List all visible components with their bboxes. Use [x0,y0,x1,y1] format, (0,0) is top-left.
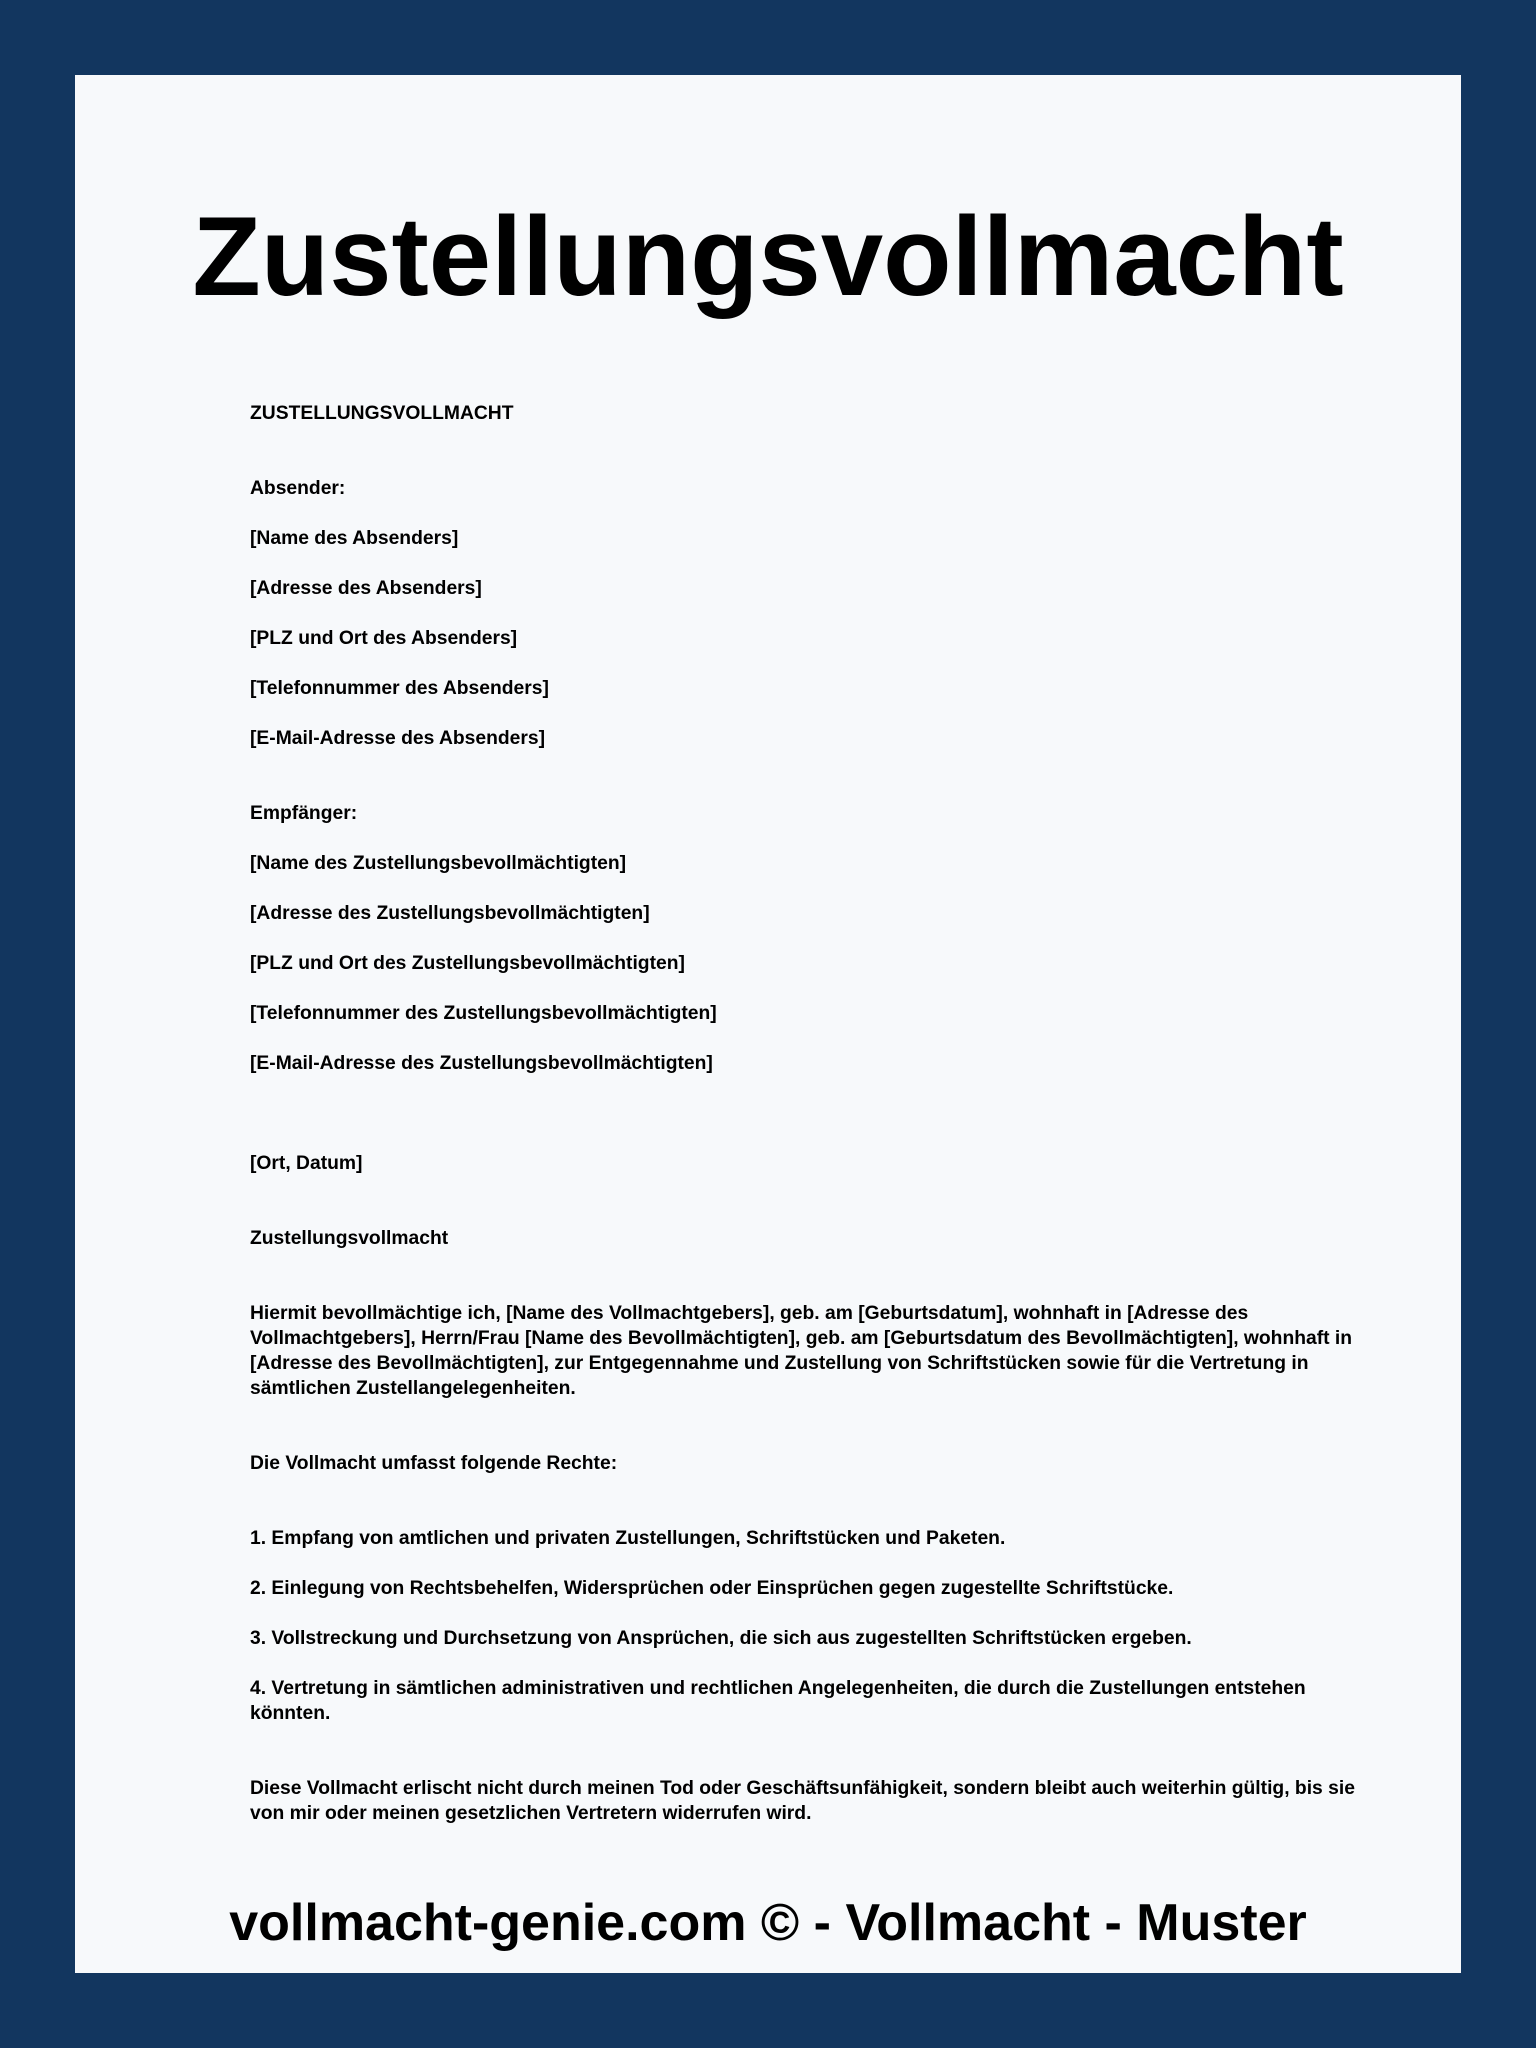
sender-zip-city: [PLZ und Ort des Absenders] [250,628,518,649]
document-heading: ZUSTELLUNGSVOLLMACHT [250,403,514,424]
document-title: Zustellungsvollmacht [192,194,1344,319]
rights-item: 3. Vollstreckung und Durchsetzung von Ansprüchen, die sich aus zugestellten Schriftstücken ergeben. [250,1628,1192,1649]
recipient-name: [Name des Zustellungsbevollmächtigten] [250,853,627,874]
rights-item: 1. Empfang von amtlichen und privaten Zustellungen, Schriftstücken und Paketen. [250,1528,1006,1549]
place-date: [Ort, Datum] [250,1153,363,1174]
recipient-zip-city: [PLZ und Ort des Zustellungsbevollmächtigten] [250,953,685,974]
sender-address: [Adresse des Absenders] [250,578,482,599]
recipient-phone: [Telefonnummer des Zustellungsbevollmächtigten] [250,1003,717,1024]
closing-paragraph: Diese Vollmacht erlischt nicht durch meinen Tod oder Geschäftsunfähigkeit, sondern bleibt auch weiterhin gültig, bis sie von mir oder meinen gesetzlichen Vertretern widerrufen wird. [250,1778,1355,1824]
subject-line: Zustellungsvollmacht [250,1228,449,1249]
recipient-address: [Adresse des Zustellungsbevollmächtigten] [250,903,650,924]
document-page [75,75,1461,1973]
rights-item: 4. Vertretung in sämtlichen administrativen und rechtlichen Angelegenheiten, die durch die Zustellungen entstehen könnten. [250,1678,1306,1724]
sender-phone: [Telefonnummer des Absenders] [250,678,549,699]
recipient-label: Empfänger: [250,803,358,824]
sender-label: Absender: [250,478,346,499]
footer-watermark: vollmacht-genie.com © - Vollmacht - Muster [229,1894,1307,1952]
intro-paragraph: Hiermit bevollmächtige ich, [Name des Vollmachtgebers], geb. am [Geburtsdatum], wohnhaft in [Adresse des Vollmachtgebers], Herrn/Frau [Name des Bevollmächtigten], geb. am [Geburtsdatum des Bevollmächtigten], wohnhaft in [Adresse des Bevollmächtigten], zur Entgegennahme und Zustellung von Schriftstücken sowie für die Vertretung in sämtlichen Zustellangelegenheiten. [250,1303,1353,1399]
rights-item: 2. Einlegung von Rechtsbehelfen, Widersprüchen oder Einsprüchen gegen zugestellte Schriftstücke. [250,1578,1174,1599]
document-body [250,401,1360,1826]
sender-name: [Name des Absenders] [250,528,459,549]
recipient-email: [E-Mail-Adresse des Zustellungsbevollmächtigten] [250,1053,713,1074]
rights-heading: Die Vollmacht umfasst folgende Rechte: [250,1453,618,1474]
sender-email: [E-Mail-Adresse des Absenders] [250,728,546,749]
